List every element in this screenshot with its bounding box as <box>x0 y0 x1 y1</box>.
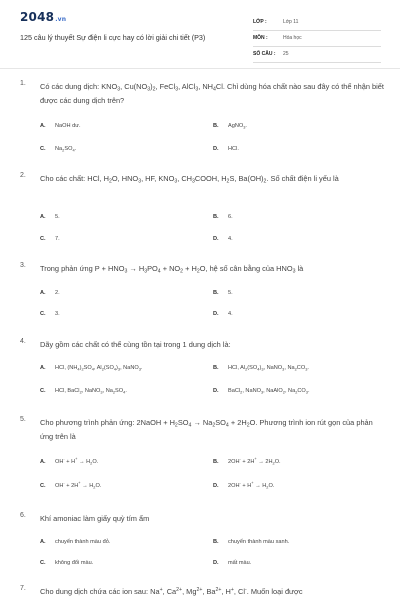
option-letter: D. <box>213 388 219 394</box>
option-letter: B. <box>213 459 219 465</box>
option-a[interactable] <box>40 214 60 220</box>
document-title: 125 câu lý thuyết Sự điện li cực hay có lời giải chi tiết (P3) <box>20 33 206 42</box>
option-text: $Na_2SO_4$. <box>55 146 77 153</box>
option-letter: C. <box>40 483 46 489</box>
option-text: HCl, $Al_2(SO_4)_3$, NaNO$_3$, $Na_2CO_3$. <box>228 365 309 372</box>
page-header <box>0 0 400 68</box>
option-letter: A. <box>40 123 46 129</box>
option-text: $OH^- + 2H^+ \to H_2O$. <box>55 480 102 490</box>
question-text: Dãy gồm các chất có thể cùng tồn tại trong 1 dung dịch là: <box>40 340 231 349</box>
option-letter: A. <box>40 290 46 296</box>
option-d[interactable] <box>213 480 275 490</box>
meta-value: 25 <box>283 51 289 57</box>
option-c[interactable] <box>40 236 60 242</box>
option-a[interactable] <box>40 290 60 296</box>
option-text: 5. <box>55 214 60 220</box>
question-number: 6. <box>20 512 26 519</box>
option-text: NaOH dư. <box>55 123 81 129</box>
question-number: 2. <box>20 172 26 179</box>
meta-row-subject <box>253 31 381 47</box>
option-d[interactable] <box>213 236 233 242</box>
option-letter: A. <box>40 214 46 220</box>
option-text: 4. <box>228 311 233 317</box>
option-text: 3. <box>55 311 60 317</box>
meta-key: MÔN : <box>253 35 268 41</box>
option-text: HCl, BaCl$_2$, NaNO$_3$, $Na_2SO_4$. <box>55 388 127 395</box>
question-text: Có các dung dịch: $KNO_3$, $Cu(NO_3)_2$, FeCl$_3$, AlCl$_3$, $NH_4Cl$. Chỉ dùng hóa chất nào sau đây có thể nhận biết được các dung dịch trên? <box>40 82 384 105</box>
meta-value: Lớp 11 <box>283 19 299 25</box>
option-text: 5. <box>228 290 233 296</box>
option-text: $OH^- + H^+ \to H_2O$. <box>55 456 99 466</box>
option-text: HCl. <box>228 146 239 152</box>
option-letter: D. <box>213 311 219 317</box>
option-letter: B. <box>213 290 219 296</box>
option-text: $2OH^- + 2H^+ \to 2H_2O$. <box>228 456 281 466</box>
option-b[interactable] <box>213 290 233 296</box>
logo-main: 2048 <box>20 10 55 24</box>
option-text: 7. <box>55 236 60 242</box>
question-text: Cho các chất: HCl, $H_2O$, $HNO_3$, HF, $KNO_3$, $CH_3COOH$, $H_2S$, $Ba(OH)_2$. Số chất điện li yếu là <box>40 174 339 185</box>
option-text: AgNO$_3$. <box>228 123 247 130</box>
option-letter: A. <box>40 459 46 465</box>
option-c[interactable] <box>40 560 93 566</box>
option-d[interactable] <box>213 146 239 152</box>
option-letter: B. <box>213 539 219 545</box>
option-text: 2. <box>55 290 60 296</box>
option-b[interactable] <box>213 456 281 466</box>
option-letter: C. <box>40 560 46 566</box>
option-a[interactable] <box>40 456 99 466</box>
option-c[interactable] <box>40 480 102 490</box>
option-letter: C. <box>40 311 46 317</box>
site-logo[interactable] <box>20 10 66 24</box>
question-number: 1. <box>20 80 26 87</box>
option-d[interactable] <box>213 560 251 566</box>
option-letter: D. <box>213 483 219 489</box>
option-letter: C. <box>40 236 46 242</box>
option-text: $2OH^- + H^+ \to H_2O$. <box>228 480 275 490</box>
option-letter: D. <box>213 236 219 242</box>
question-text: Cho phương trình phản ứng: 2NaOH + $H_2SO_4 \to Na_2SO_4 + 2H_2O$. Phương trình ion rút gọn của phản ứng trên là <box>40 418 373 441</box>
option-c[interactable] <box>40 388 127 394</box>
option-b[interactable] <box>213 539 289 545</box>
question-text: Khí amoniac làm giấy quỳ tím ẩm <box>40 514 150 523</box>
question-number: 7. <box>20 585 26 592</box>
option-c[interactable] <box>40 311 60 317</box>
option-c[interactable] <box>40 146 76 152</box>
option-text: chuyển thành màu đỏ. <box>55 539 111 545</box>
option-a[interactable] <box>40 365 142 371</box>
question-number: 3. <box>20 262 26 269</box>
option-a[interactable] <box>40 123 81 129</box>
header-divider <box>0 68 400 69</box>
question-number: 4. <box>20 338 26 345</box>
option-text: HCl, $(NH_4)_2SO_4$, $Al_2(SO_4)_3$, NaNO$_3$. <box>55 365 143 372</box>
option-letter: A. <box>40 539 46 545</box>
meta-table <box>253 15 381 63</box>
option-text: BaCl$_2$, NaNO$_3$, NaAlO$_2$, $Na_2CO_3$. <box>228 388 310 395</box>
option-a[interactable] <box>40 539 110 545</box>
option-letter: B. <box>213 214 219 220</box>
option-d[interactable] <box>213 388 310 394</box>
option-letter: B. <box>213 365 219 371</box>
option-letter: D. <box>213 560 219 566</box>
question-text: Cho dung dịch chứa các ion sau: Na+, $Ca^{2+}$, $Mg^{2+}$, $Ba^{2+}$, H+, Cl-. Muốn loại được <box>40 587 303 596</box>
meta-key: SỐ CÂU : <box>253 51 276 57</box>
option-letter: C. <box>40 388 46 394</box>
option-text: 6. <box>228 214 233 220</box>
meta-row-grade <box>253 15 381 31</box>
logo-tld: .vn <box>55 16 67 23</box>
option-letter: B. <box>213 123 219 129</box>
meta-key: LỚP : <box>253 19 267 25</box>
question-text: Trong phản ứng $P + HNO_3 \to H_3PO_4 + NO_2 + H_2O$, hệ số cân bằng của $HNO_3$ là <box>40 264 304 275</box>
meta-row-count <box>253 47 381 63</box>
option-text: không đổi màu. <box>55 560 94 566</box>
option-text: 4. <box>228 236 233 242</box>
option-letter: C. <box>40 146 46 152</box>
meta-value: Hóa học <box>283 35 302 41</box>
option-b[interactable] <box>213 214 233 220</box>
option-b[interactable] <box>213 365 309 371</box>
option-text: mất màu. <box>228 560 252 566</box>
option-letter: A. <box>40 365 46 371</box>
option-text: chuyển thành màu xanh. <box>228 539 290 545</box>
question-number: 5. <box>20 416 26 423</box>
option-letter: D. <box>213 146 219 152</box>
option-b[interactable] <box>213 123 247 129</box>
option-d[interactable] <box>213 311 233 317</box>
